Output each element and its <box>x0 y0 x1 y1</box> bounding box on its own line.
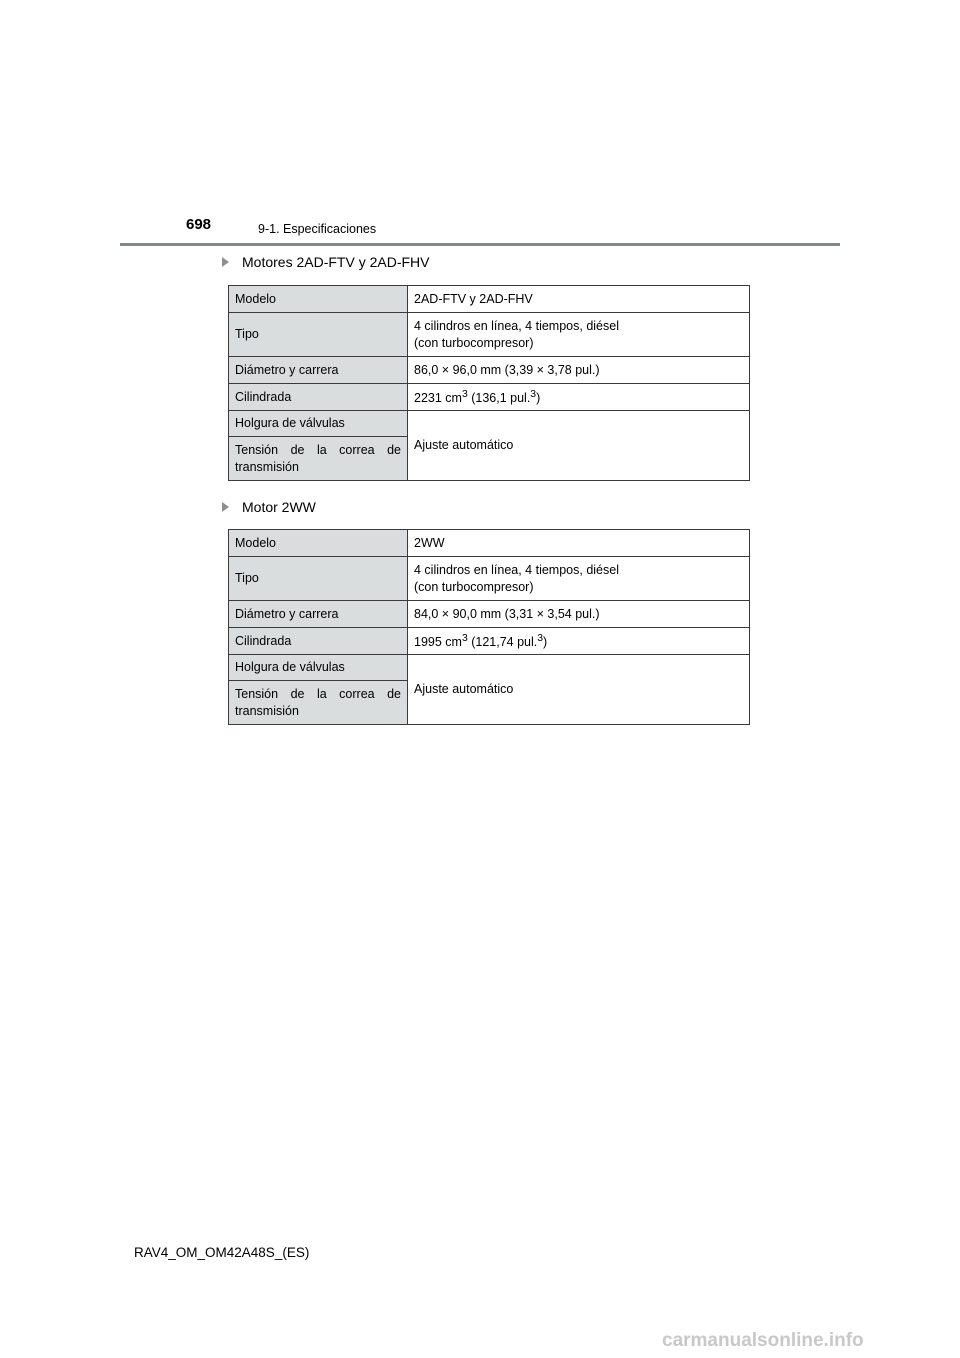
table-row <box>229 411 750 437</box>
row-label: Holgura de válvulas <box>229 655 408 681</box>
value-part: (136,1 pul. <box>467 391 531 406</box>
row-label: Tipo <box>229 313 408 357</box>
value-line: (con turbocompresor) <box>414 335 534 350</box>
table-row <box>229 601 750 628</box>
row-value-merged: Ajuste automático <box>408 655 750 725</box>
row-label: Tipo <box>229 557 408 601</box>
superscript: 3 <box>537 633 544 645</box>
bullet-triangle-icon <box>222 257 229 267</box>
subheading-2ww-text: Motor 2WW <box>242 499 316 515</box>
subheading-2ad-text: Motores 2AD-FTV y 2AD-FHV <box>242 254 430 270</box>
row-value: 2WW <box>408 530 750 557</box>
table-row <box>229 628 750 655</box>
row-label: Diámetro y carrera <box>229 357 408 384</box>
header-divider <box>120 243 840 246</box>
value-part: 2231 cm <box>414 391 462 406</box>
superscript: 3 <box>461 633 468 645</box>
superscript: 3 <box>461 389 468 401</box>
watermark: carmanualsonline.info <box>662 1330 864 1351</box>
value-line: 4 cilindros en línea, 4 tiempos, diésel <box>414 318 619 333</box>
subheading-2ad <box>222 254 429 270</box>
row-value <box>408 384 750 411</box>
row-value <box>408 313 750 357</box>
subheading-2ww <box>222 499 316 515</box>
row-value: 2AD-FTV y 2AD-FHV <box>408 286 750 313</box>
section-title: 9-1. Especificaciones <box>258 222 377 236</box>
bullet-triangle-icon <box>222 502 229 512</box>
table-row <box>229 286 750 313</box>
table-row <box>229 357 750 384</box>
value-line: (con turbocompresor) <box>414 579 534 594</box>
table-row <box>229 313 750 357</box>
value-part: 1995 cm <box>414 635 462 650</box>
row-value <box>408 557 750 601</box>
value-part: ) <box>543 635 548 650</box>
spec-table-2ww <box>228 529 750 725</box>
row-label: Holgura de válvulas <box>229 411 408 437</box>
row-label: Tensión de la correa de transmisión <box>229 681 408 725</box>
value-part: ) <box>536 391 541 406</box>
table-row <box>229 384 750 411</box>
row-label: Modelo <box>229 286 408 313</box>
row-value <box>408 628 750 655</box>
row-label: Diámetro y carrera <box>229 601 408 628</box>
row-value-merged: Ajuste automático <box>408 411 750 481</box>
superscript: 3 <box>530 389 537 401</box>
row-value: 86,0 × 96,0 mm (3,39 × 3,78 pul.) <box>408 357 750 384</box>
value-part: (121,74 pul. <box>467 635 538 650</box>
table-row <box>229 530 750 557</box>
row-value: 84,0 × 90,0 mm (3,31 × 3,54 pul.) <box>408 601 750 628</box>
table-row <box>229 557 750 601</box>
row-label: Cilindrada <box>229 628 408 655</box>
table-row <box>229 655 750 681</box>
row-label: Modelo <box>229 530 408 557</box>
value-line: 4 cilindros en línea, 4 tiempos, diésel <box>414 562 619 577</box>
page-number: 698 <box>186 216 212 233</box>
spec-table-2ad <box>228 285 750 481</box>
row-label: Cilindrada <box>229 384 408 411</box>
document-code: RAV4_OM_OM42A48S_(ES) <box>134 1245 310 1260</box>
row-label: Tensión de la correa de transmisión <box>229 437 408 481</box>
